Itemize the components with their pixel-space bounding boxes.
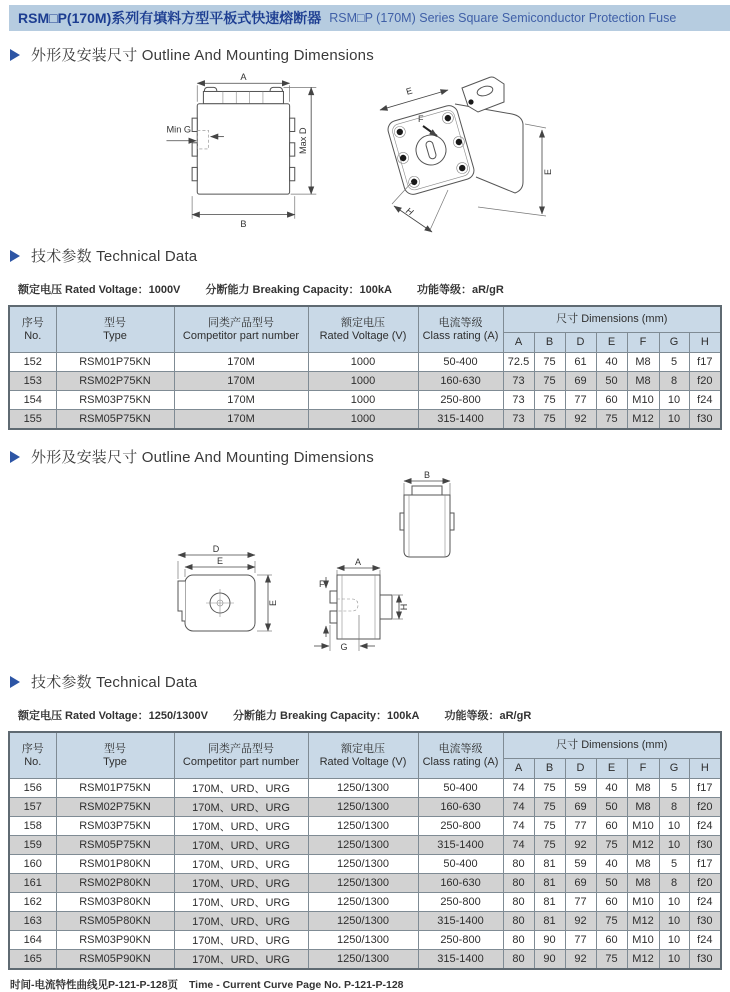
table-cell: 40: [596, 855, 627, 874]
table-cell: 165: [9, 950, 56, 970]
table-cell: 75: [534, 391, 565, 410]
table-row: [9, 817, 721, 836]
table-cell: 75: [596, 410, 627, 430]
table-cell: 160: [9, 855, 56, 874]
table-cell: 170M、URD、URG: [174, 893, 308, 912]
table-row: [9, 855, 721, 874]
table-cell: 1250/1300: [308, 893, 418, 912]
section-marker-icon: [10, 49, 20, 61]
table-cell: RSM03P80KN: [56, 893, 174, 912]
col-header-dim-a: A: [503, 333, 534, 353]
spec-rated-voltage: 额定电压 Rated Voltage：1250/1300V: [18, 710, 208, 722]
table-cell: f30: [689, 912, 721, 931]
col-header-dimensions: 尺寸 Dimensions (mm): [503, 306, 721, 333]
face-view: [178, 544, 278, 631]
table-cell: 1250/1300: [308, 950, 418, 970]
dim-label-a2: A: [354, 557, 362, 567]
table-cell: RSM03P90KN: [56, 931, 174, 950]
table-cell: 160-630: [418, 372, 503, 391]
table-cell: 75: [596, 836, 627, 855]
col-header-dim-g: G: [659, 333, 689, 353]
table-cell: M8: [627, 372, 659, 391]
table-cell: 163: [9, 912, 56, 931]
footer-note: [10, 977, 730, 992]
spec-line-2: [18, 707, 730, 723]
section-marker-icon: [10, 451, 20, 463]
table-cell: 81: [534, 855, 565, 874]
table-cell: f20: [689, 874, 721, 893]
table-cell: 1250/1300: [308, 874, 418, 893]
table-cell: 77: [565, 391, 596, 410]
table-cell: 250-800: [418, 893, 503, 912]
table-cell: f17: [689, 779, 721, 798]
table-cell: 74: [503, 836, 534, 855]
outline-drawings-1: [0, 67, 730, 235]
side-view: [400, 471, 454, 557]
table-cell: 80: [503, 950, 534, 970]
table-cell: M8: [627, 874, 659, 893]
dim-label-a: A: [240, 73, 247, 83]
table-cell: RSM02P80KN: [56, 874, 174, 893]
col-header-no: 序号 No.: [9, 306, 56, 353]
section-title: 外形及安装尺寸 Outline And Mounting Dimensions: [31, 47, 374, 64]
table-cell: 5: [659, 855, 689, 874]
table-cell: 10: [659, 893, 689, 912]
spec-line-1: [18, 281, 730, 297]
table-cell: 92: [565, 950, 596, 970]
table-cell: 1000: [308, 353, 418, 372]
table-cell: 75: [534, 836, 565, 855]
table-cell: 75: [534, 353, 565, 372]
table-cell: 69: [565, 372, 596, 391]
table-cell: 10: [659, 836, 689, 855]
table-cell: 170M: [174, 391, 308, 410]
table-cell: 8: [659, 798, 689, 817]
table-cell: 161: [9, 874, 56, 893]
table-cell: 250-800: [418, 817, 503, 836]
table-cell: 1250/1300: [308, 855, 418, 874]
dim-label-b2: B: [423, 471, 431, 480]
table-row: [9, 353, 721, 372]
table-cell: 1000: [308, 391, 418, 410]
col-header-dim-d: D: [565, 759, 596, 779]
table-cell: f30: [689, 950, 721, 970]
col-header-dim-b: B: [534, 333, 565, 353]
col-header-class: 电流等级 Class rating (A): [418, 306, 503, 353]
table-cell: 77: [565, 931, 596, 950]
table-cell: 10: [659, 817, 689, 836]
table-cell: RSM02P75KN: [56, 372, 174, 391]
dim-label-f: F: [418, 113, 424, 124]
fuse-three-view-drawing: [162, 471, 482, 656]
dim-label-e2-top: E: [216, 556, 224, 566]
spec-class: 功能等级：aR/gR: [416, 284, 504, 296]
col-header-dim-h: H: [689, 333, 721, 353]
table-cell: M10: [627, 391, 659, 410]
table-cell: M8: [627, 798, 659, 817]
table-cell: 90: [534, 931, 565, 950]
front-view: [314, 557, 409, 652]
table-cell: 250-800: [418, 391, 503, 410]
table-cell: 80: [503, 893, 534, 912]
table-cell: 69: [565, 874, 596, 893]
table-cell: 75: [534, 798, 565, 817]
table-cell: 1250/1300: [308, 817, 418, 836]
table-cell: 154: [9, 391, 56, 410]
table-cell: M12: [627, 410, 659, 430]
table-cell: 170M、URD、URG: [174, 874, 308, 893]
table-cell: 1250/1300: [308, 836, 418, 855]
table-cell: 75: [596, 950, 627, 970]
table-row: [9, 893, 721, 912]
table-cell: 81: [534, 893, 565, 912]
page-title-en: RSM□P (170M) Series Square Semiconductor Protection Fuse: [329, 11, 677, 25]
table-cell: M12: [627, 836, 659, 855]
dim-label-e2-side: E: [268, 599, 278, 607]
table-cell: 75: [534, 817, 565, 836]
table-cell: RSM01P80KN: [56, 855, 174, 874]
table-cell: 159: [9, 836, 56, 855]
dim-label-f2: F: [319, 579, 325, 589]
outline-drawings-2: [0, 471, 730, 657]
fuse-body-outline: [192, 87, 295, 194]
col-header-dim-h: H: [689, 759, 721, 779]
table-cell: 59: [565, 855, 596, 874]
spec-rated-voltage: 额定电压 Rated Voltage：1000V: [18, 284, 181, 296]
table-cell: 315-1400: [418, 912, 503, 931]
table-cell: 10: [659, 391, 689, 410]
table-cell: 75: [534, 372, 565, 391]
table-cell: f30: [689, 836, 721, 855]
table-cell: 73: [503, 372, 534, 391]
footer-note-en: Time - Current Curve Page No. P-121-P-128: [188, 979, 404, 991]
col-header-dim-b: B: [534, 759, 565, 779]
fuse-front-view-drawing: [166, 73, 326, 229]
col-header-dim-f: F: [627, 759, 659, 779]
table-cell: 61: [565, 353, 596, 372]
table-cell: 170M、URD、URG: [174, 931, 308, 950]
table-cell: 1000: [308, 410, 418, 430]
fuse-isometric-view-drawing: [374, 64, 564, 239]
table-cell: 73: [503, 391, 534, 410]
table-cell: 77: [565, 893, 596, 912]
dim-label-e-top: E: [404, 84, 414, 97]
dim-label-min-g: Min G: [166, 124, 192, 135]
table-cell: 81: [534, 912, 565, 931]
table-cell: M8: [627, 855, 659, 874]
table-cell: 315-1400: [418, 410, 503, 430]
table-cell: f24: [689, 931, 721, 950]
col-header-competitor: 同类产品型号 Competitor part number: [174, 732, 308, 779]
table-row: [9, 779, 721, 798]
col-header-dim-g: G: [659, 759, 689, 779]
dim-label-h2: H: [399, 603, 409, 611]
table-cell: 1000: [308, 372, 418, 391]
table-cell: 10: [659, 950, 689, 970]
table-cell: 50: [596, 372, 627, 391]
table-cell: f24: [689, 391, 721, 410]
table-cell: 170M: [174, 410, 308, 430]
table-cell: 73: [503, 410, 534, 430]
table-cell: 315-1400: [418, 836, 503, 855]
table-cell: RSM03P75KN: [56, 817, 174, 836]
table-cell: 250-800: [418, 931, 503, 950]
table-cell: M12: [627, 950, 659, 970]
table-cell: f20: [689, 798, 721, 817]
section-title: 外形及安装尺寸 Outline And Mounting Dimensions: [31, 449, 374, 466]
table-cell: 8: [659, 874, 689, 893]
col-header-dim-e: E: [596, 759, 627, 779]
table-cell: 170M: [174, 372, 308, 391]
table-cell: 74: [503, 817, 534, 836]
table-cell: 170M、URD、URG: [174, 912, 308, 931]
table-cell: 92: [565, 836, 596, 855]
table-cell: 164: [9, 931, 56, 950]
technical-data-table-2: [8, 731, 722, 970]
table-cell: 170M、URD、URG: [174, 779, 308, 798]
table-cell: RSM03P75KN: [56, 391, 174, 410]
table-cell: 60: [596, 391, 627, 410]
table-cell: 92: [565, 410, 596, 430]
section-heading-outline-2: [10, 446, 730, 467]
table-cell: 74: [503, 779, 534, 798]
table-cell: 60: [596, 817, 627, 836]
table-cell: 158: [9, 817, 56, 836]
col-header-dimensions: 尺寸 Dimensions (mm): [503, 732, 721, 759]
table-cell: 152: [9, 353, 56, 372]
table-cell: 40: [596, 353, 627, 372]
table-row: [9, 950, 721, 970]
table-cell: 157: [9, 798, 56, 817]
table-cell: RSM01P75KN: [56, 353, 174, 372]
col-header-no: 序号 No.: [9, 732, 56, 779]
table-cell: 1250/1300: [308, 931, 418, 950]
section-marker-icon: [10, 676, 20, 688]
spec-breaking-capacity: 分断能力 Breaking Capacity：100kA: [232, 710, 420, 722]
spec-breaking-capacity: 分断能力 Breaking Capacity：100kA: [205, 284, 392, 296]
table-cell: 77: [565, 817, 596, 836]
table-cell: M10: [627, 931, 659, 950]
col-header-class: 电流等级 Class rating (A): [418, 732, 503, 779]
table-cell: 69: [565, 798, 596, 817]
col-header-voltage: 额定电压 Rated Voltage (V): [308, 732, 418, 779]
col-header-competitor: 同类产品型号 Competitor part number: [174, 306, 308, 353]
table-cell: 50-400: [418, 855, 503, 874]
table-cell: 50: [596, 874, 627, 893]
table-cell: f17: [689, 855, 721, 874]
table-row: [9, 874, 721, 893]
section-marker-icon: [10, 250, 20, 262]
table-cell: 5: [659, 353, 689, 372]
table-cell: 5: [659, 779, 689, 798]
table-cell: 75: [534, 410, 565, 430]
table-cell: 170M: [174, 353, 308, 372]
table-cell: 80: [503, 931, 534, 950]
table-cell: RSM01P75KN: [56, 779, 174, 798]
table-cell: 50-400: [418, 779, 503, 798]
table-cell: 315-1400: [418, 950, 503, 970]
table-cell: 59: [565, 779, 596, 798]
col-header-dim-d: D: [565, 333, 596, 353]
table-cell: 90: [534, 950, 565, 970]
table-cell: M10: [627, 817, 659, 836]
dim-label-max-d: Max D: [298, 127, 309, 155]
page-title-zh: RSM□P(170M)系列有填料方型平板式快速熔断器: [18, 10, 322, 26]
table-cell: 80: [503, 912, 534, 931]
table-cell: f30: [689, 410, 721, 430]
table-cell: 162: [9, 893, 56, 912]
table-cell: 170M、URD、URG: [174, 855, 308, 874]
col-header-type: 型号 Type: [56, 306, 174, 353]
dim-label-h: H: [404, 204, 415, 217]
table-row: [9, 798, 721, 817]
table-cell: 60: [596, 893, 627, 912]
table-cell: 10: [659, 410, 689, 430]
table-row: [9, 372, 721, 391]
table-cell: 10: [659, 931, 689, 950]
table-cell: 74: [503, 798, 534, 817]
table-cell: 153: [9, 372, 56, 391]
table-cell: RSM05P75KN: [56, 410, 174, 430]
table-cell: 1250/1300: [308, 912, 418, 931]
table-cell: f17: [689, 353, 721, 372]
table-cell: RSM05P80KN: [56, 912, 174, 931]
col-header-dim-e: E: [596, 333, 627, 353]
section-title: 技术参数 Technical Data: [31, 674, 198, 691]
table-cell: 170M、URD、URG: [174, 950, 308, 970]
table-cell: RSM05P75KN: [56, 836, 174, 855]
table-cell: M10: [627, 893, 659, 912]
table-row: [9, 391, 721, 410]
table-cell: 155: [9, 410, 56, 430]
dim-label-g2: G: [340, 642, 348, 652]
table-cell: f20: [689, 372, 721, 391]
spec-class: 功能等级：aR/gR: [444, 710, 532, 722]
table-cell: 170M、URD、URG: [174, 817, 308, 836]
table-cell: 160-630: [418, 874, 503, 893]
table-cell: 81: [534, 874, 565, 893]
table-cell: 170M、URD、URG: [174, 798, 308, 817]
table-row: [9, 410, 721, 430]
col-header-dim-f: F: [627, 333, 659, 353]
table-cell: 160-630: [418, 798, 503, 817]
table-cell: 75: [596, 912, 627, 931]
dim-label-e-side: E: [543, 168, 553, 175]
col-header-voltage: 额定电压 Rated Voltage (V): [308, 306, 418, 353]
table-cell: 8: [659, 372, 689, 391]
col-header-dim-a: A: [503, 759, 534, 779]
col-header-type: 型号 Type: [56, 732, 174, 779]
table-cell: 40: [596, 779, 627, 798]
footer-note-zh: 时间-电流特性曲线见P-121-P-128页: [10, 979, 179, 991]
table-cell: f24: [689, 817, 721, 836]
table-cell: 50: [596, 798, 627, 817]
table-cell: 80: [503, 855, 534, 874]
dim-label-d2: D: [212, 544, 220, 554]
table-cell: RSM05P90KN: [56, 950, 174, 970]
section-heading-tech-2: [10, 671, 730, 692]
technical-data-table-1: [8, 305, 722, 430]
section-heading-tech-1: [10, 245, 730, 266]
table-cell: M8: [627, 779, 659, 798]
table-cell: 10: [659, 912, 689, 931]
table-cell: 75: [534, 779, 565, 798]
table-row: [9, 931, 721, 950]
table-cell: f24: [689, 893, 721, 912]
section-heading-outline-1: [10, 44, 730, 65]
page-header: [9, 5, 730, 31]
table-cell: 50-400: [418, 353, 503, 372]
table-cell: 60: [596, 931, 627, 950]
table-cell: M12: [627, 912, 659, 931]
table-cell: RSM02P75KN: [56, 798, 174, 817]
table-cell: M8: [627, 353, 659, 372]
table-row: [9, 912, 721, 931]
dim-label-b: B: [240, 218, 247, 229]
table-cell: 1250/1300: [308, 779, 418, 798]
table-cell: 92: [565, 912, 596, 931]
table-cell: 72.5: [503, 353, 534, 372]
table-cell: 1250/1300: [308, 798, 418, 817]
table-cell: 80: [503, 874, 534, 893]
table-cell: 156: [9, 779, 56, 798]
table-cell: 170M、URD、URG: [174, 836, 308, 855]
table-row: [9, 836, 721, 855]
section-title: 技术参数 Technical Data: [31, 248, 198, 265]
